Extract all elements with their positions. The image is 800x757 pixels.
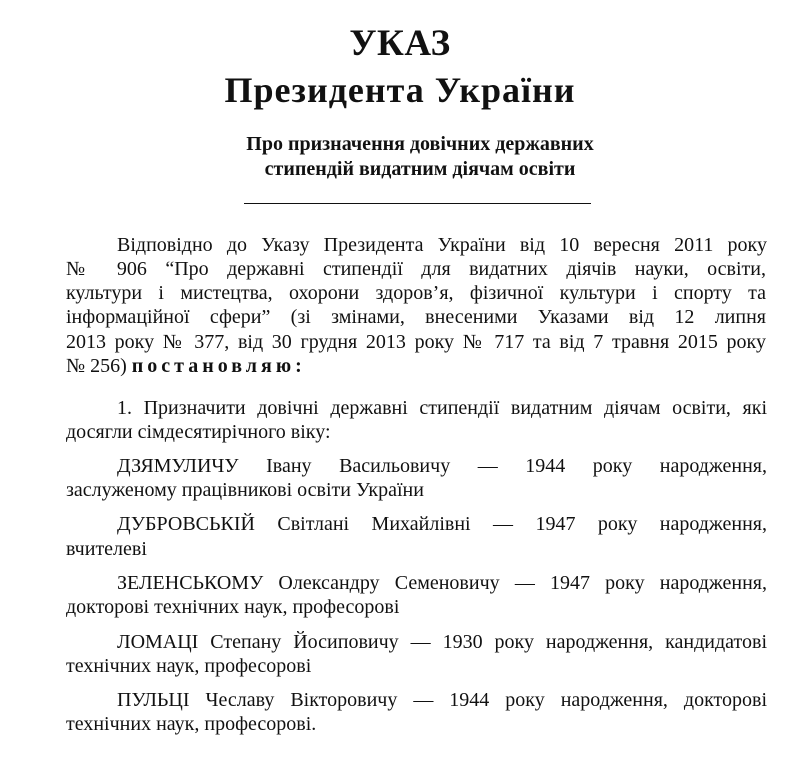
preamble-line-6 (66, 354, 766, 378)
item-1-line-2: досягли сімдесятирічного віку: (66, 421, 331, 443)
recipient-5-line-1: ПУЛЬЦІ Чеславу Вікторовичу — 1944 року народження, докторові (117, 689, 767, 711)
decree-issuer: Президента України (224, 70, 576, 110)
recipient-4-line-1: ЛОМАЦІ Степану Йосиповичу — 1930 року народження, кандидатові (117, 631, 767, 653)
decree-title: УКАЗ (349, 23, 451, 64)
decree-operative-word: постановляю: (131, 355, 306, 377)
recipient-3-line-2: докторові технічних наук, професорові (66, 596, 400, 618)
preamble-line-1: Відповідно до Указу Президента України від 10 вересня 2011 року (117, 234, 767, 256)
recipient-5-line-2: технічних наук, професорові. (66, 713, 317, 735)
recipient-2-line-2: вчителеві (66, 538, 147, 560)
recipient-3-line-1: ЗЕЛЕНСЬКОМУ Олександру Семеновичу — 1947 року народження, (117, 572, 767, 594)
decree-subject-line-2: стипендій видатним діячам освіти (264, 158, 576, 180)
preamble-line-4: інформаційної сфери” (зі змінами, внесеними Указами від 12 липня (66, 306, 766, 328)
preamble-line-3: культури і мистецтва, охорони здоров’я, фізичної культури і спорту та (66, 282, 766, 304)
recipient-2-line-1: ДУБРОВСЬКІЙ Світлані Михайлівні — 1947 року народження, (117, 513, 767, 535)
preamble-line-5: 2013 року № 377, від 30 грудня 2013 року № 717 та від 7 травня 2015 року (66, 331, 766, 353)
recipient-4-line-2: технічних наук, професорові (66, 655, 312, 677)
recipient-1-line-2: заслуженому працівникові освіти України (66, 479, 424, 501)
title-divider (244, 203, 591, 204)
recipient-1-line-1: ДЗЯМУЛИЧУ Івану Васильовичу — 1944 року народження, (117, 455, 767, 477)
item-1-line-1: 1. Призначити довічні державні стипендії видатним діячам освіти, які (117, 397, 767, 419)
decree-subject-line-1: Про призначення довічних державних (246, 133, 594, 155)
preamble-decree-reference: № 256) (66, 355, 127, 377)
preamble-line-2: № 906 “Про державні стипендії для видатних діячів науки, освіти, (66, 258, 766, 280)
